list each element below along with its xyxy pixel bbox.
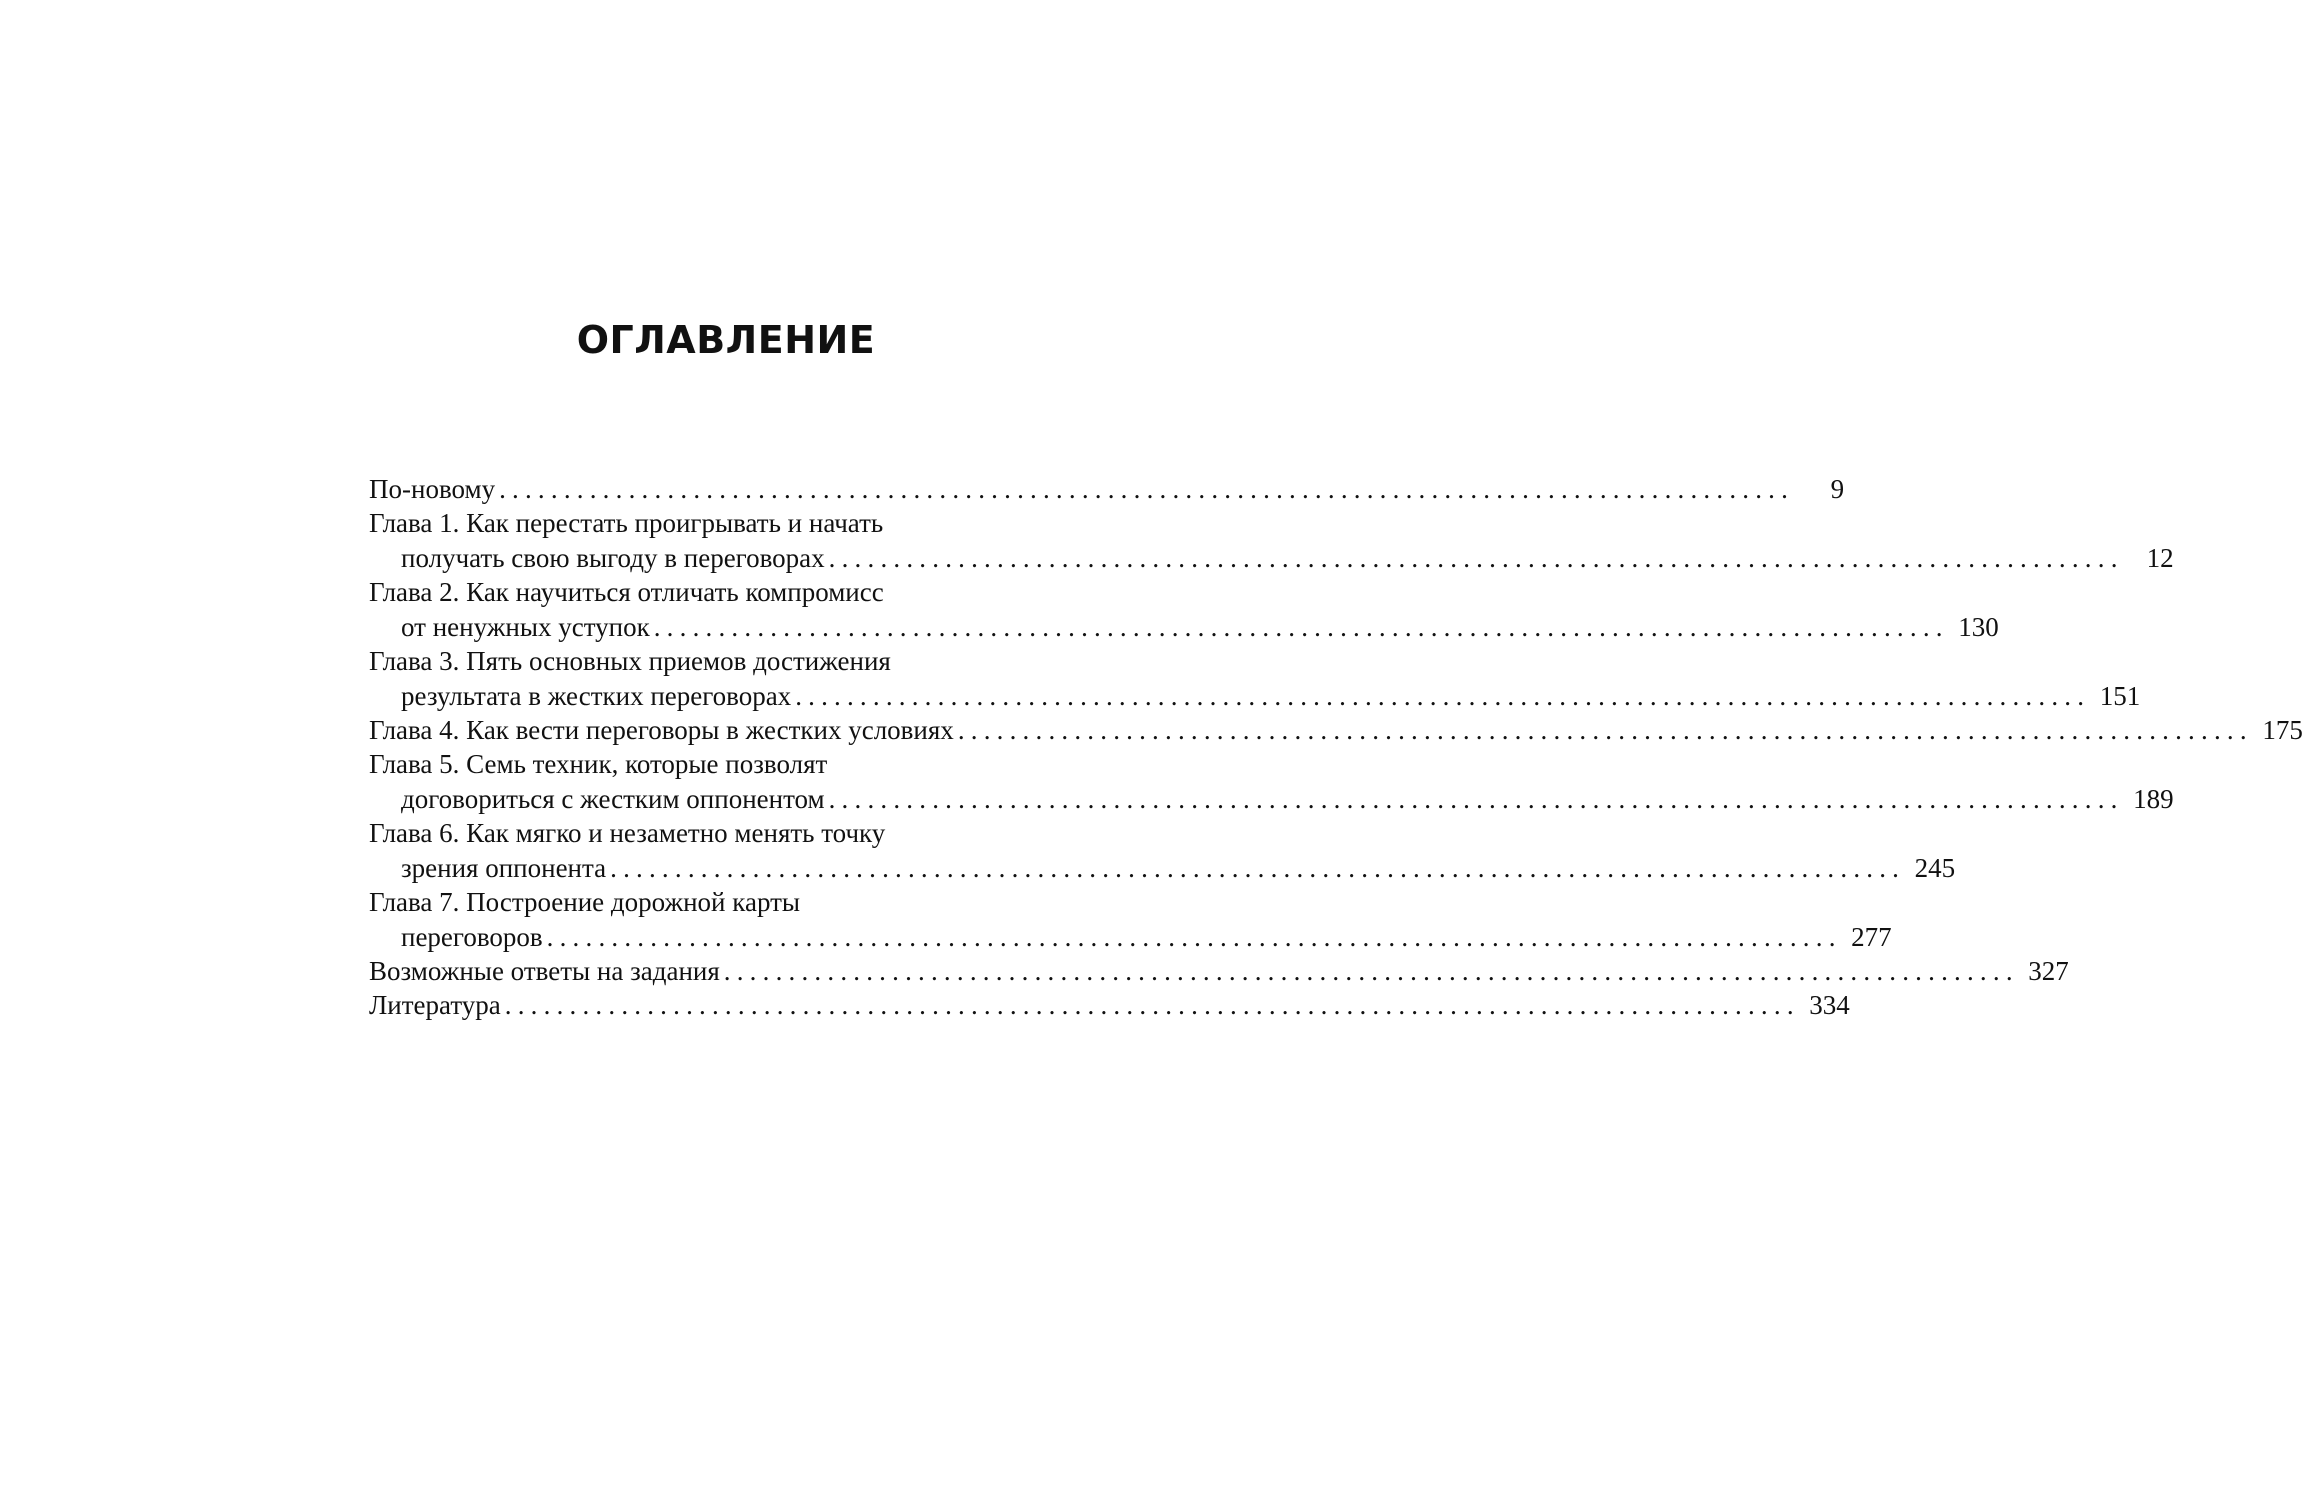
dot-leader: .................................................................................................... <box>499 474 1795 504</box>
toc-entry[interactable] <box>369 506 2174 576</box>
toc-entry-title: Возможные ответы на задания <box>369 956 720 986</box>
toc-entry-title: Глава 4. Как вести переговоры в жестких условиях <box>369 715 954 745</box>
toc-entry[interactable] <box>369 472 1845 507</box>
toc-page-number: 151 <box>2099 681 2141 711</box>
toc-entry-title: Глава 7. Построение дорожной карты <box>369 887 801 917</box>
dot-leader: .................................................................................................... <box>504 990 1800 1020</box>
toc-entry-title: Глава 1. Как перестать проигрывать и начать <box>369 508 884 538</box>
toc-page-number: 12 <box>2146 543 2174 573</box>
toc-entry-title-continuation: от ненужных уступок <box>401 612 650 642</box>
toc-entry[interactable] <box>369 816 1956 886</box>
toc-page-number: 277 <box>1851 922 1892 952</box>
table-of-contents <box>369 472 2303 1022</box>
toc-page-number: 189 <box>2133 784 2174 814</box>
toc-entry-title-continuation: переговоров <box>401 922 543 952</box>
toc-entry-title: Глава 5. Семь техник, которые позволят <box>369 749 828 779</box>
dot-leader: .................................................................................................... <box>828 784 2124 814</box>
toc-entry[interactable] <box>369 575 1999 645</box>
dot-leader: .................................................................................................... <box>723 956 2019 986</box>
dot-leader: .................................................................................................... <box>957 715 2253 745</box>
toc-entry-title: Глава 6. Как мягко и незаметно менять точку <box>369 818 886 848</box>
dot-leader: .................................................................................................... <box>653 612 1949 642</box>
toc-entry-title-continuation: договориться с жестким оппонентом <box>401 784 825 814</box>
toc-page-number: 327 <box>2028 956 2069 986</box>
toc-page-number: 334 <box>1809 990 1850 1020</box>
toc-entry[interactable] <box>369 713 2303 748</box>
toc-page-number: 175 <box>2262 715 2303 745</box>
toc-page-number: 130 <box>1958 612 1999 642</box>
dot-leader: .................................................................................................... <box>546 922 1842 952</box>
toc-entry[interactable] <box>369 644 2141 714</box>
toc-entry[interactable] <box>369 954 2069 989</box>
toc-entry-title: Литература <box>369 990 501 1020</box>
dot-leader: .................................................................................................... <box>828 543 2124 573</box>
toc-entry-title: Глава 3. Пять основных приемов достижения <box>369 646 891 676</box>
toc-entry-title-continuation: зрения оппонента <box>401 853 607 883</box>
toc-entry-title: По-новому <box>369 474 496 504</box>
dot-leader: .................................................................................................... <box>610 853 1906 883</box>
toc-entry[interactable] <box>369 747 2174 817</box>
toc-entry-title: Глава 2. Как научиться отличать компромисс <box>369 577 884 607</box>
toc-entry[interactable] <box>369 885 1892 955</box>
toc-entry-title-continuation: получать свою выгоду в переговорах <box>401 543 825 573</box>
toc-entry[interactable] <box>369 988 1850 1023</box>
page-title: ОГЛАВЛЕНИЕ <box>576 318 876 362</box>
toc-entry-title-continuation: результата в жестких переговорах <box>401 681 792 711</box>
toc-page-number: 245 <box>1914 853 1956 883</box>
toc-page-number: 9 <box>1830 474 1845 504</box>
dot-leader: .................................................................................................... <box>795 681 2091 711</box>
